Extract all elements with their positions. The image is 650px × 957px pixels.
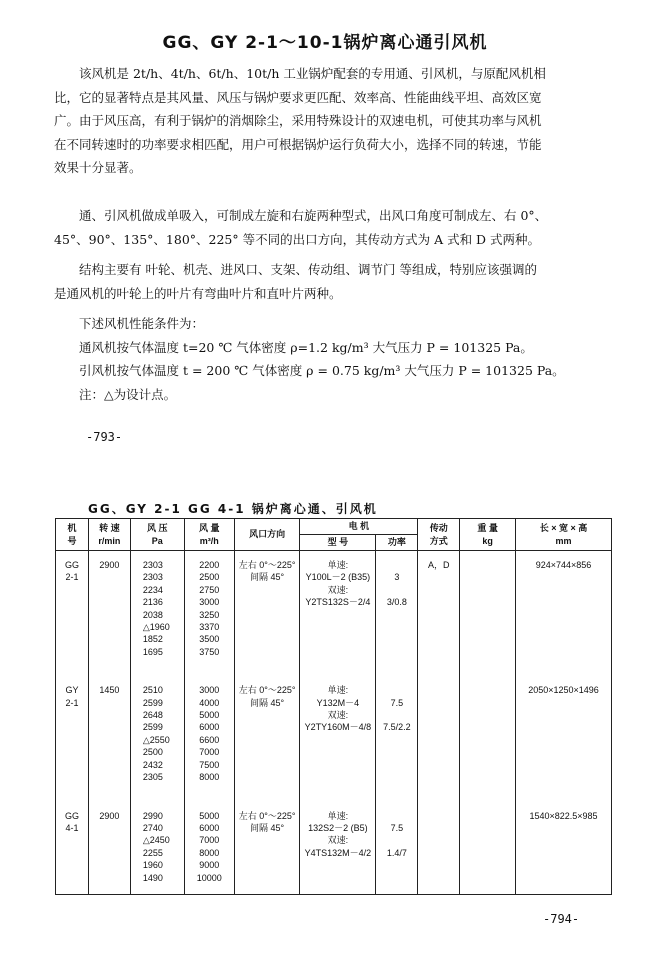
- paragraph-structure: [54, 258, 622, 305]
- text-line: 效果十分显著。: [54, 160, 142, 175]
- header-speed: 转 速 r/min: [88, 519, 130, 551]
- cell-weight: [460, 551, 516, 677]
- cell-dims: 924×744×856: [516, 551, 612, 677]
- cell-outlet: 左右 0°～225° 间隔 45°: [234, 551, 300, 677]
- cell-dims: 2050×1250×1496: [516, 676, 612, 801]
- header-weight: 重 量 kg: [460, 519, 516, 551]
- cell-motor-power: 7.5 7.5/2.2: [376, 676, 418, 801]
- cell-flow: 2200 2500 2750 3000 3250 3370 3500 3750: [184, 551, 234, 677]
- paragraph-conditions: [54, 312, 622, 406]
- text-line: 广。由于风压高，有利于锅炉的消烟除尘，采用特殊设计的双速电机，可使其功率与风机: [54, 113, 542, 128]
- cell-motor-power: 7.5 1.4/7: [376, 802, 418, 895]
- fan-spec-table: [55, 518, 612, 895]
- header-flow: 风 量 m³/h: [184, 519, 234, 551]
- text-line: 该风机是 2t/h、4t/h、6t/h、10t/h 工业锅炉配套的专用通、引风机，与原配风机相: [79, 66, 546, 81]
- table-row: [56, 551, 612, 677]
- header-motor-type: 型 号: [300, 535, 376, 551]
- header-model: 机 号: [56, 519, 89, 551]
- cell-speed: 1450: [88, 676, 130, 801]
- cell-pressure: 2510 2599 2648 2599 △2550 2500 2432 2305: [130, 676, 184, 801]
- cell-speed: 2900: [88, 802, 130, 895]
- header-pressure: 风 压 Pa: [130, 519, 184, 551]
- table-title: GG、GY 2-1 GG 4-1 锅炉离心通、引风机: [88, 502, 378, 516]
- cell-pressure: 2303 2303 2234 2136 2038 △1960 1852 1695: [130, 551, 184, 677]
- cell-model: GG 2-1: [56, 551, 89, 677]
- text-line: 注：△为设计点。: [79, 386, 177, 402]
- header-motor: 电 机: [300, 519, 418, 535]
- text-line: 引风机按气体温度 t = 200 ℃ 气体密度 ρ = 0.75 kg/m³ 大气压力 P = 101325 Pa。: [79, 363, 565, 378]
- cell-weight: [460, 802, 516, 895]
- cell-drive: A，D: [418, 551, 460, 677]
- cell-motor-type: 单速: Y132M－4 双速: Y2TY160M－4/8: [300, 676, 376, 801]
- cell-flow: 5000 6000 7000 8000 9000 10000: [184, 802, 234, 895]
- cell-speed: 2900: [88, 551, 130, 677]
- header-dims: 长 × 宽 × 高 mm: [516, 519, 612, 551]
- cell-drive: [418, 802, 460, 895]
- text-line: 是通风机的叶轮上的叶片有弯曲叶片和直叶片两种。: [54, 285, 342, 301]
- table-row: [56, 802, 612, 895]
- paragraph-types: [54, 204, 622, 251]
- table-row: [56, 676, 612, 801]
- text-line: 通风机按气体温度 t=20 ℃ 气体密度 ρ=1.2 kg/m³ 大气压力 P = 101325 Pa。: [79, 339, 533, 355]
- header-drive: 传动 方式: [418, 519, 460, 551]
- page-number: -794-: [543, 912, 580, 926]
- header-outlet: 风口方向: [234, 519, 300, 551]
- text-line: 通、引风机做成单吸入，可制成左旋和右旋两种型式，出风口角度可制成左、右 0°、: [79, 208, 548, 223]
- text-line: 下述风机性能条件为：: [79, 316, 205, 331]
- cell-weight: [460, 676, 516, 801]
- text-line: 在不同转速时的功率要求相匹配，用户可根据锅炉运行负荷大小，选择不同的转速，节能: [54, 136, 542, 152]
- text-line: 结构主要有 叶轮、机壳、进风口、支架、传动组、调节门 等组成，特别应该强调的: [79, 262, 537, 277]
- cell-motor-type: 单速: 132S2－2 (B5) 双速: Y4TS132M－4/2: [300, 802, 376, 895]
- cell-dims: 1540×822.5×985: [516, 802, 612, 895]
- cell-motor-type: 单速: Y100L－2 (B35) 双速: Y2TS132S－2/4: [300, 551, 376, 677]
- text-line: 45°、90°、135°、180°、225° 等不同的出口方向，其传动方式为 A 式和 D 式两种。: [54, 231, 541, 247]
- paragraph-intro: [54, 62, 622, 180]
- cell-pressure: 2990 2740 △2450 2255 1960 1490: [130, 802, 184, 895]
- cell-motor-power: 3 3/0.8: [376, 551, 418, 677]
- cell-drive: [418, 676, 460, 801]
- text-line: 比，它的显著特点是其风量、风压与锅炉要求更匹配、效率高、性能曲线平坦、高效区宽: [54, 89, 542, 105]
- cell-model: GG 4-1: [56, 802, 89, 895]
- cell-model: GY 2-1: [56, 676, 89, 801]
- cell-flow: 3000 4000 5000 6000 6600 7000 7500 8000: [184, 676, 234, 801]
- page-number: -793-: [86, 430, 123, 444]
- header-motor-power: 功率: [376, 535, 418, 551]
- page-title: GG、GY 2-1～10-1锅炉离心通引风机: [162, 33, 488, 53]
- cell-outlet: 左右 0°～225° 间隔 45°: [234, 802, 300, 895]
- cell-outlet: 左右 0°～225° 间隔 45°: [234, 676, 300, 801]
